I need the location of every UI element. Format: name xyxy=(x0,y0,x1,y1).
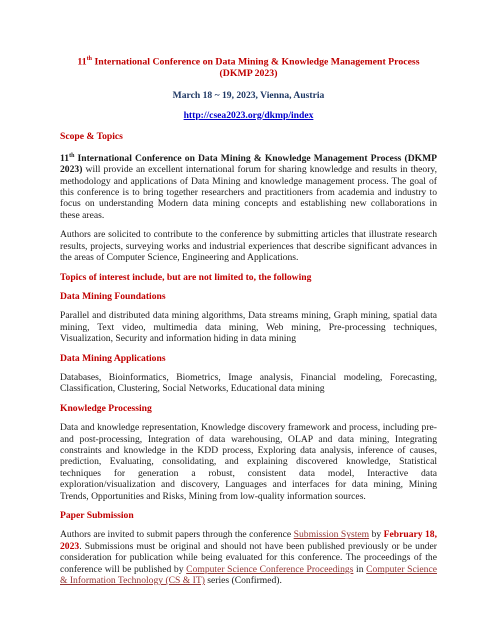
scope-second-paragraph: Authors are solicited to contribute to the conference by submitting articles that illustrate research results, projects, surveying works and industrial experiences that describe significant advances in the areas of Computer Science, Engineering and Applications. xyxy=(60,229,437,264)
intro-superscript: th xyxy=(69,152,75,159)
scope-heading: Scope & Topics xyxy=(60,131,123,143)
proceedings-link[interactable]: Computer Science Conference Proceedings xyxy=(186,563,354,575)
document-page xyxy=(60,54,437,594)
intro-bold-text: International Conference on Data Mining & Knowledge Management Process (DKMP 2023) xyxy=(60,152,437,176)
conference-url-line xyxy=(60,110,437,121)
scope-intro-paragraph xyxy=(60,151,437,222)
submission-heading: Paper Submission xyxy=(60,510,134,522)
topic-section-body: Databases, Bioinformatics, Biometrics, Image analysis, Financial modeling, Forecasting, Classification, Clustering, Social Networks, Educational data mining xyxy=(60,371,437,395)
cs-it-series-link[interactable]: Computer Science & Information Technology (CS & IT) xyxy=(60,563,437,587)
title-text: International Conference on Data Mining & Knowledge Management Process (DKMP 2023) xyxy=(92,56,420,79)
topic-section-title: Data Mining Foundations xyxy=(60,290,166,302)
topic-section-title: Knowledge Processing xyxy=(60,402,152,414)
title-ordinal: 11 xyxy=(77,56,87,68)
submission-system-link[interactable]: Submission System xyxy=(293,529,370,541)
intro-rest-text: will provide an excellent international forum for sharing knowledge and results in theory, methodology and applications of Data Mining and knowledge management process. The goal of this conference is to bring together researchers and practitioners from academia and industry to focus on understanding Modern data mining concepts and establishing new collaborations in these areas. xyxy=(60,164,437,221)
submission-deadline: February 18, 2023 xyxy=(60,529,438,552)
submission-text-2: by xyxy=(369,529,384,541)
submission-paragraph xyxy=(60,529,437,586)
submission-text-3: . Submissions must be original and should not have been published previously or be under consideration for publication while being evaluated for this conference. The proceedings of the conference will be published by xyxy=(60,540,437,575)
title-superscript: th xyxy=(86,56,93,62)
topic-section-body: Parallel and distributed data mining algorithms, Data streams mining, Graph mining, spatial data mining, Text video, multimedia data mining, Web mining, Pre-processing techniques, Visualization, Security and information hiding in data mining xyxy=(60,310,437,345)
intro-ordinal: 11 xyxy=(60,152,70,164)
topic-section-title: Data Mining Applications xyxy=(60,352,166,364)
conference-dates: March 18 ~ 19, 2023, Vienna, Austria xyxy=(172,90,325,102)
submission-text-1: Authors are invited to submit papers through the conference xyxy=(60,529,294,541)
topics-heading: Topics of interest include, but are not limited to, the following xyxy=(60,271,312,283)
conference-title xyxy=(60,54,437,79)
submission-text-5: series (Confirmed). xyxy=(204,575,282,587)
conference-url-link[interactable]: http://cseа2023.org/dkmp/index xyxy=(183,109,314,121)
submission-text-4: in xyxy=(353,563,367,575)
topic-section-body: Data and knowledge representation, Knowledge discovery framework and process, including pre- and post-processing, Integration of data warehousing, OLAP and data mining, Integrating constraints and knowledge in the KDD process, Exploring data analysis, inference of causes, prediction, Evaluating, consolidating, and explaining discovered knowledge, Statistical techniques for generation a robust, consistent data model, Interactive data exploration/visualization and discovery, Languages and interfaces for data mining, Mining Trends, Opportunities and Risks, Mining from low-quality information sources. xyxy=(60,422,437,502)
